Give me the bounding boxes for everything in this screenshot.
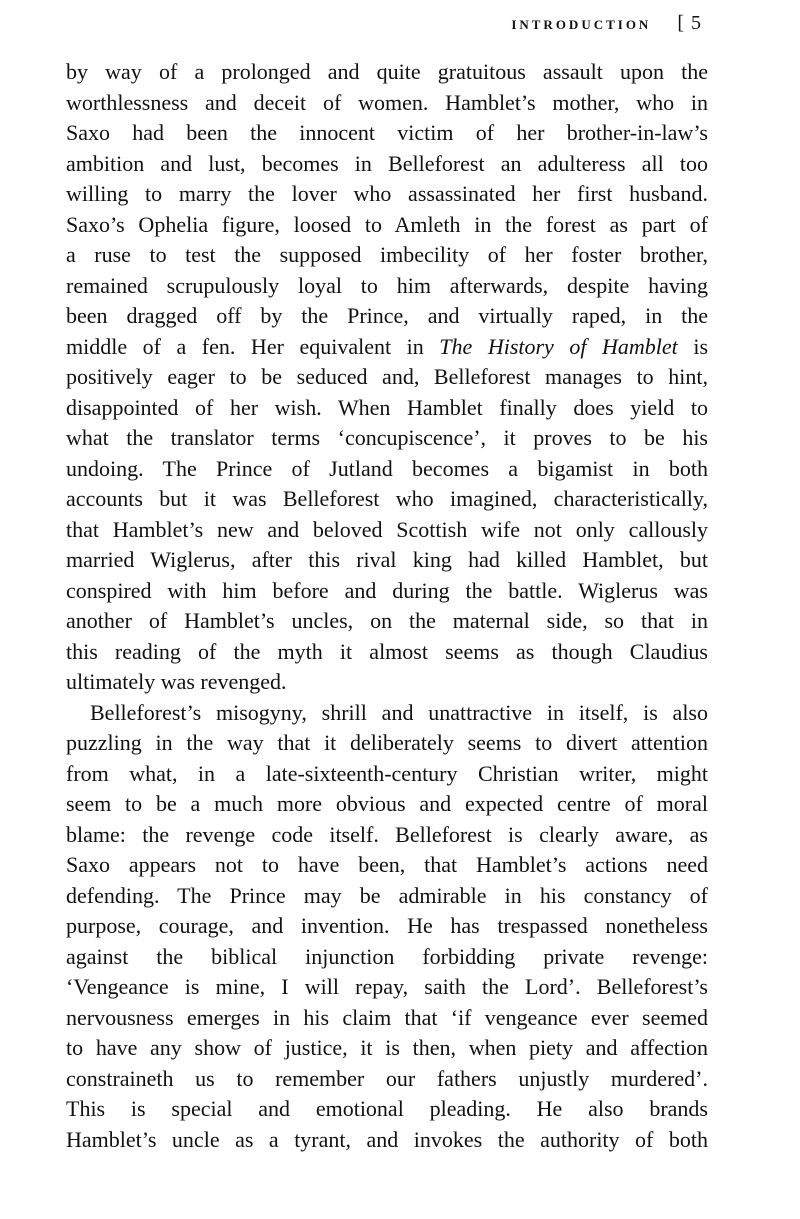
text-line: a ruse to test the supposed imbecility of her foster brother, bbox=[66, 242, 708, 267]
text-line: ‘Vengeance is mine, I will repay, saith the Lord’. Belleforest’s bbox=[66, 974, 708, 999]
text-line: willing to marry the lover who assassinated her first husband. bbox=[66, 181, 708, 206]
text-line: this reading of the myth it almost seems as though Claudius bbox=[66, 638, 708, 664]
text-line: ambition and lust, becomes in Belleforest an adulteress all too bbox=[66, 150, 708, 176]
body-text bbox=[66, 57, 708, 1155]
text-line: against the biblical injunction forbidding private revenge: bbox=[66, 943, 708, 969]
text-line: blame: the revenge code itself. Belleforest is clearly aware, as bbox=[66, 821, 708, 847]
text-line: Saxo’s Ophelia figure, loosed to Amleth in the forest as part of bbox=[66, 211, 708, 237]
text-line: constraineth us to remember our fathers unjustly murdered’. bbox=[66, 1065, 708, 1091]
text-line: Saxo had been the innocent victim of her brother-in-law’s bbox=[66, 120, 708, 145]
text-line-with-title bbox=[66, 332, 708, 363]
text-line: married Wiglerus, after this rival king had killed Hamblet, but bbox=[66, 547, 708, 572]
text-line: Belleforest’s misogyny, shrill and unattractive in itself, is also bbox=[90, 699, 708, 725]
running-title: INTRODUCTION bbox=[511, 17, 652, 32]
text-line: ultimately was revenged. bbox=[66, 669, 287, 694]
text-line: Saxo appears not to have been, that Hamblet’s actions need bbox=[66, 852, 708, 877]
text-line: defending. The Prince may be admirable in his constancy of bbox=[66, 882, 708, 908]
text-line: seem to be a much more obvious and expected centre of moral bbox=[66, 791, 708, 816]
text-line: by way of a prolonged and quite gratuitous assault upon the bbox=[66, 59, 708, 84]
text-line: positively eager to be seduced and, Belleforest manages to hint, bbox=[66, 364, 708, 389]
text-segment: is bbox=[693, 333, 709, 359]
text-line: disappointed of her wish. When Hamblet finally does yield to bbox=[66, 394, 708, 420]
text-line: conspired with him before and during the battle. Wiglerus was bbox=[66, 577, 708, 603]
text-line: puzzling in the way that it deliberately seems to divert attention bbox=[66, 730, 708, 755]
text-segment: middle of a fen. Her equivalent in bbox=[66, 333, 424, 359]
text-line: accounts but it was Belleforest who imagined, characteristically, bbox=[66, 486, 708, 511]
text-line: undoing. The Prince of Jutland becomes a bigamist in both bbox=[66, 455, 708, 481]
text-line: been dragged off by the Prince, and virtually raped, in the bbox=[66, 303, 708, 328]
text-line: This is special and emotional pleading. He also brands bbox=[66, 1096, 708, 1121]
text-line: remained scrupulously loyal to him afterwards, despite having bbox=[66, 272, 708, 298]
running-head bbox=[511, 12, 702, 35]
paragraph-1 bbox=[66, 57, 708, 698]
text-line: that Hamblet’s new and beloved Scottish wife not only callously bbox=[66, 516, 708, 542]
text-line: Hamblet’s uncle as a tyrant, and invokes the authority of both bbox=[66, 1126, 708, 1152]
text-line: to have any show of justice, it is then, when piety and affection bbox=[66, 1035, 708, 1060]
text-line: purpose, courage, and invention. He has trespassed nonetheless bbox=[66, 913, 708, 938]
page-number: [ 5 bbox=[677, 12, 702, 34]
text-line: nervousness emerges in his claim that ‘if vengeance ever seemed bbox=[66, 1004, 708, 1030]
text-line: what the translator terms ‘concupiscence’, it proves to be his bbox=[66, 425, 708, 450]
text-line: worthlessness and deceit of women. Hamblet’s mother, who in bbox=[66, 89, 708, 115]
book-title-italic: The History of Hamblet bbox=[439, 333, 678, 359]
text-line: another of Hamblet’s uncles, on the maternal side, so that in bbox=[66, 608, 708, 633]
paragraph-2 bbox=[66, 698, 708, 1156]
text-line: from what, in a late-sixteenth-century Christian writer, might bbox=[66, 760, 708, 786]
